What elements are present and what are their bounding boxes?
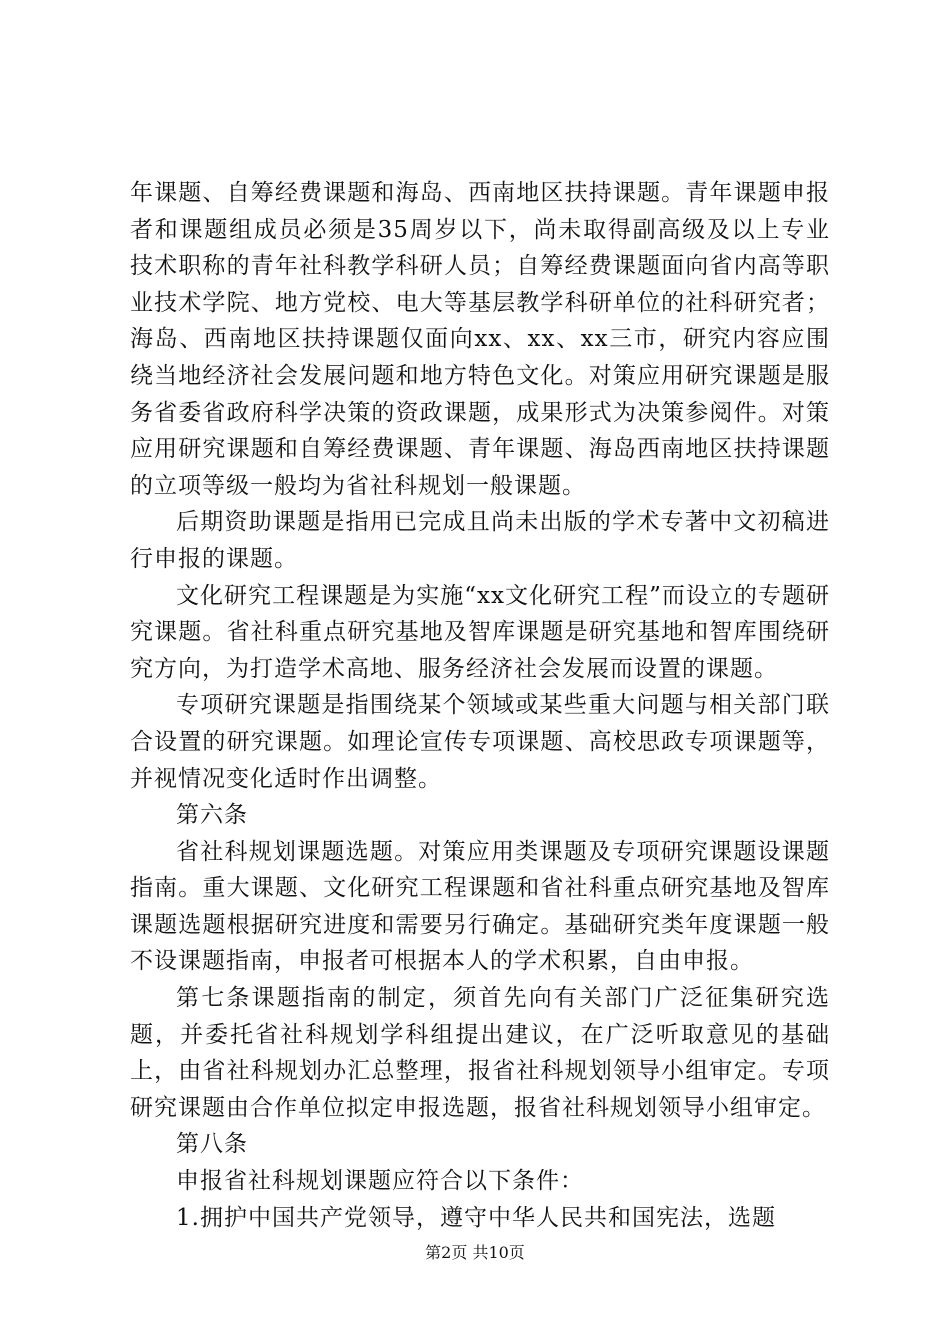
article-6-heading: 第六条	[176, 802, 248, 829]
article-8-heading: 第八条	[176, 1131, 248, 1158]
paragraph-10: 1.拥护中国共产党领导，遵守中华人民共和国宪法，选题	[176, 1204, 776, 1231]
page-footer	[0, 1243, 950, 1263]
paragraph-6: 省社科规划课题选题。对策应用类课题及专项研究课题设课题指南。重大课题、文化研究工程课题和省社科重点研究基地及智库课题选题根据研究进度和需要另行确定。基础研究类年度课题一般不设课题指南，申报者可根据本人的学术积累，自由申报。	[130, 838, 830, 975]
document-body	[130, 175, 830, 1236]
page-number-label: 第2页 共10页	[425, 1243, 525, 1262]
paragraph-9: 申报省社科规划课题应符合以下条件：	[176, 1168, 584, 1195]
paragraph-1: 年课题、自筹经费课题和海岛、西南地区扶持课题。青年课题申报者和课题组成员必须是35周岁以下，尚未取得副高级及以上专业技术职称的青年社科教学科研人员；自筹经费课题面向省内高等职业技术学院、地方党校、电大等基层教学科研单位的社科研究者；海岛、西南地区扶持课题仅面向xx、xx、xx三市，研究内容应围绕当地经济社会发展问题和地方特色文化。对策应用研究课题是服务省委省政府科学决策的资政课题，成果形式为决策参阅件。对策应用研究课题和自筹经费课题、青年课题、海岛西南地区扶持课题的立项等级一般均为省社科规划一般课题。	[130, 180, 830, 499]
paragraph-3: 文化研究工程课题是为实施“xx文化研究工程”而设立的专题研究课题。省社科重点研究基地及智库课题是研究基地和智库围绕研究方向，为打造学术高地、服务经济社会发展而设置的课题。	[130, 582, 830, 682]
paragraph-2: 后期资助课题是指用已完成且尚未出版的学术专著中文初稿进行申报的课题。	[130, 509, 830, 572]
paragraph-4: 专项研究课题是指围绕某个领域或某些重大问题与相关部门联合设置的研究课题。如理论宣传专项课题、高校思政专项课题等，并视情况变化适时作出调整。	[130, 692, 830, 792]
paragraph-7: 第七条课题指南的制定，须首先向有关部门广泛征集研究选题，并委托省社科规划学科组提出建议，在广泛听取意见的基础上，由省社科规划办汇总整理，报省社科规划领导小组审定。专项研究课题由合作单位拟定申报选题，报省社科规划领导小组审定。	[130, 985, 830, 1121]
